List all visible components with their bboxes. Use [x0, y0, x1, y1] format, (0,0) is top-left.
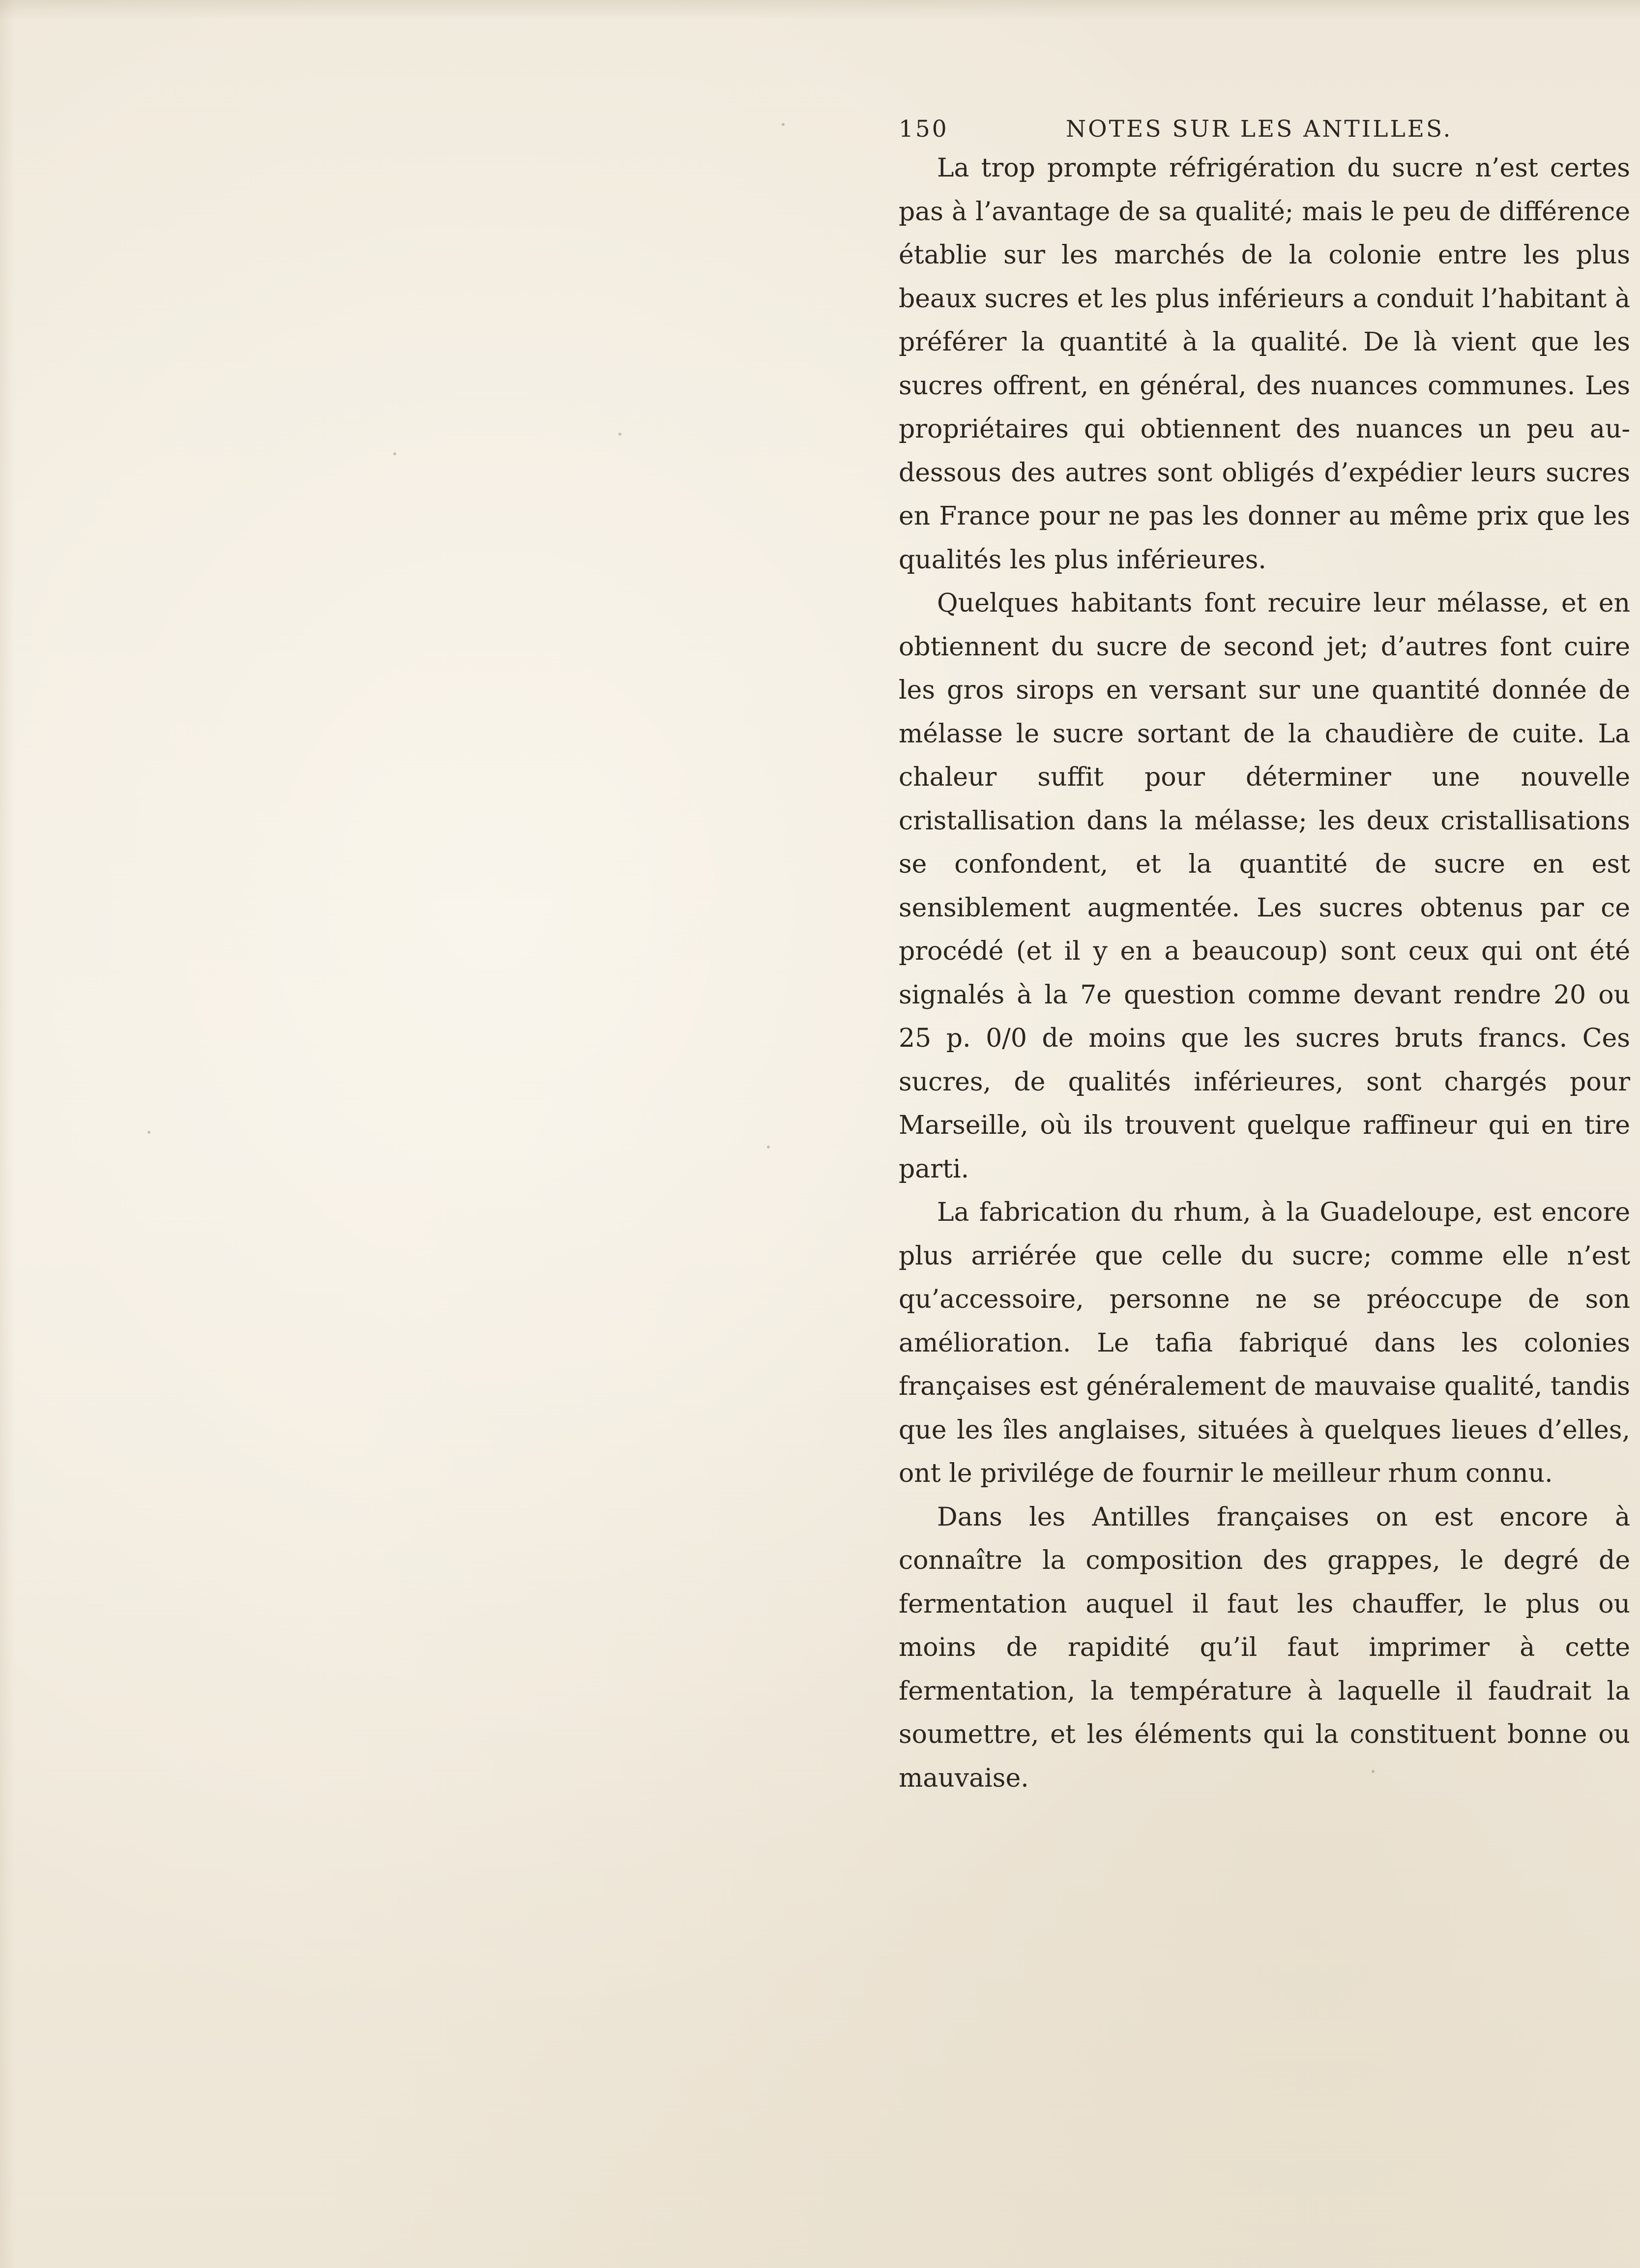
- paragraph: Quelques habitants font recuire leur mélasse, et en obtiennent du sucre de second jet; d’autres font cuire les gros sirops en versant sur une quantité donnée de mélasse le sucre sortant de la chaudière de cuite. La chaleur suffit pour déterminer une nouvelle cristallisation dans la mélasse; les deux cristallisations se confondent, et la quantité de sucre en est sensiblement augmentée. Les sucres obtenus par ce procédé (et il y en a beaucoup) sont ceux qui ont été signalés à la 7e question comme devant rendre 20 ou 25 p. 0/0 de moins que les sucres bruts francs. Ces sucres, de qualités inférieures, sont chargés pour Marseille, où ils trouvent quelque raffineur qui en tire parti.: [899, 589, 1630, 1184]
- paper-speck: [767, 1146, 770, 1149]
- paper-speck: [618, 433, 621, 436]
- paper-speck: [393, 452, 396, 455]
- running-title: NOTES SUR LES ANTILLES.: [1066, 116, 1453, 143]
- paragraph: Dans les Antilles françaises on est encore à connaître la composition des grappes, le degré de fermentation auquel il faut les chauffer, le plus ou moins de rapidité qu’il faut imprimer à cette fermentation, la température à laquelle il faudrait la soumettre, et les éléments qui la constituent bonne ou mauvaise.: [899, 1502, 1630, 1793]
- running-head: [899, 112, 1630, 147]
- paper-speck: [147, 1131, 150, 1134]
- paper-speck: [782, 123, 785, 126]
- page-number: 150: [899, 116, 949, 143]
- text-block: [899, 112, 1630, 1800]
- paragraph: La trop prompte réfrigération du sucre n’est certes pas à l’avantage de sa qualité; mais le peu de différence établie sur les marchés de la colonie entre les plus beaux sucres et les plus inférieurs a conduit l’habitant à préférer la quantité à la qualité. De là vient que les sucres offrent, en général, des nuances communes. Les propriétaires qui obtiennent des nuances un peu au-dessous des autres sont obligés d’expédier leurs sucres en France pour ne pas les donner au même prix que les qualités les plus inférieures.: [899, 153, 1630, 575]
- paragraph: La fabrication du rhum, à la Guadeloupe, est encore plus arriérée que celle du sucre; comme elle n’est qu’accessoire, personne ne se préoccupe de son amélioration. Le tafia fabriqué dans les colonies françaises est généralement de mauvaise qualité, tandis que les îles anglaises, situées à quelques lieues d’elles, ont le privilége de fournir le meilleur rhum connu.: [899, 1198, 1630, 1488]
